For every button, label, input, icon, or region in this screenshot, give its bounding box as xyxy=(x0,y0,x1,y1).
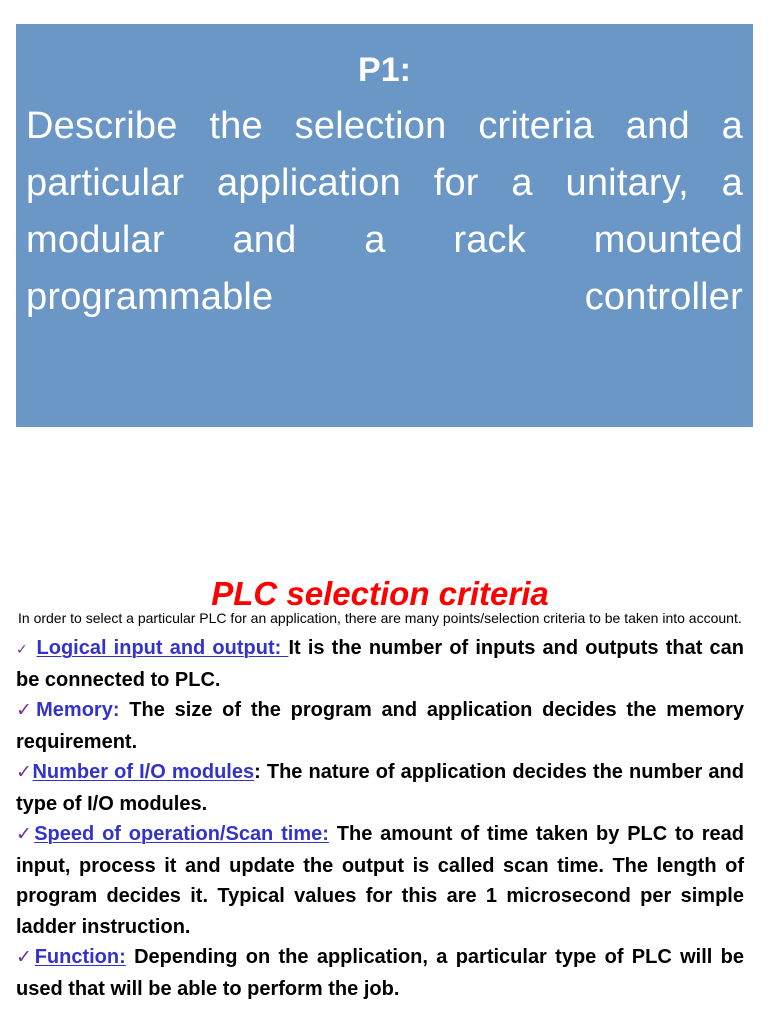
slide-2 xyxy=(16,572,744,1004)
slide-2-title: PLC selection criteria xyxy=(211,575,549,612)
criteria-list xyxy=(16,633,744,1004)
criterion-term: Function: xyxy=(34,946,126,968)
criterion-separator: : xyxy=(254,761,261,783)
slide-1-heading: P1: xyxy=(358,51,411,89)
criterion-description: The nature of application decides the number and type of I/O modules. xyxy=(16,761,744,815)
criterion-term: Logical input and output: xyxy=(36,637,289,659)
slide-1 xyxy=(16,24,753,427)
criterion-logical-io xyxy=(16,633,744,695)
criterion-io-modules xyxy=(16,757,744,819)
criterion-memory xyxy=(16,695,744,757)
intro-text: In order to select a particular PLC for an application, there are many points/selection criteria to be taken into account. xyxy=(18,610,742,626)
criterion-description: The amount of time taken by PLC to read input, process it and update the output is called scan time. The length of program decides it. Typical values for this are 1 microsecond per simple ladder instruction. xyxy=(16,823,745,938)
criterion-description: Depending on the application, a particular type of PLC will be used that will be able to perform the job. xyxy=(16,946,745,1000)
criterion-description: It is the number of inputs and outputs that can be connected to PLC. xyxy=(16,637,745,691)
criterion-term: Number of I/O modules xyxy=(32,761,255,783)
criterion-term: Speed of operation/Scan time: xyxy=(34,823,329,845)
slide-1-title: Describe the selection criteria and a particular application for a unitary, a modular and a rack mounted programmable controller xyxy=(26,105,743,318)
criterion-term: Memory: xyxy=(36,699,120,721)
check-icon: ✓ xyxy=(16,700,37,721)
check-icon: ✓ xyxy=(16,947,35,968)
check-icon: ✓ xyxy=(16,762,33,783)
check-icon: ✓ xyxy=(16,824,35,845)
criterion-description: The size of the program and application decides the memory requirement. xyxy=(16,699,745,753)
criterion-function xyxy=(16,942,744,1004)
criterion-scan-time xyxy=(16,819,744,942)
check-icon: ✓ xyxy=(16,641,30,657)
